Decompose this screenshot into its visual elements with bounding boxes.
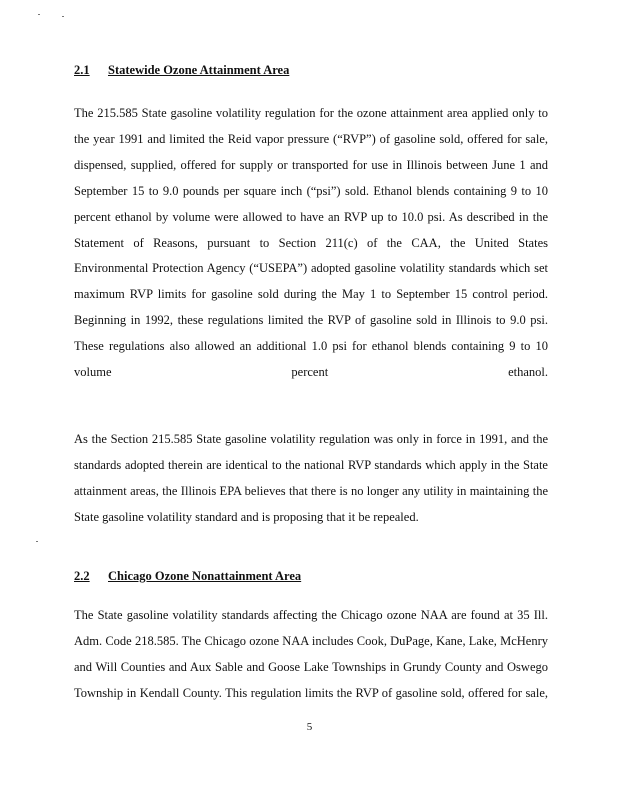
section-heading-2-2 <box>74 569 301 584</box>
scan-speck <box>38 14 40 15</box>
section-title: Chicago Ozone Nonattainment Area <box>108 569 302 583</box>
section-title: Statewide Ozone Attainment Area <box>108 63 290 77</box>
scan-speck <box>62 16 64 17</box>
section-number: 2.1 <box>74 63 90 77</box>
scan-speck <box>36 541 38 542</box>
paragraph-chicago-naa: The State gasoline volatility standards affecting the Chicago ozone NAA are found at 35 Ill. Adm. Code 218.585. The Chicago ozone NAA includes Cook, DuPage, Kane, Lake, McHenry and Will Counties and Aux Sable and Goose Lake Townships in Grundy County and Oswego Township in Kendall County. This regulation limits the RVP of gasoline sold, offered for sale, <box>74 608 548 700</box>
section-number: 2.2 <box>74 569 90 583</box>
page-number: 5 <box>306 721 313 733</box>
paragraph-ozone-attainment: The 215.585 State gasoline volatility regulation for the ozone attainment area applied only to the year 1991 and limited the Reid vapor pressure (“RVP”) of gasoline sold, offered for sale, dispensed, supplied, offered for supply or transported for use in Illinois between June 1 and September 15 to 9.0 pounds per square inch (“psi”) sold. Ethanol blends containing 9 to 10 percent ethanol by volume were allowed to have an RVP up to 10.0 psi. As described in the Statement of Reasons, pursuant to Section 211(c) of the CAA, the United States Environmental Protection Agency (“USEPA”) adopted gasoline volatility standards which set maximum RVP limits for gasoline sold during the May 1 to September 15 control period. Beginning in 1992, these regulations limited the RVP of gasoline sold in Illinois to 9.0 psi. These regulations also allowed an additional 1.0 psi for ethanol blends containing 9 to 10 volume percent ethanol. <box>74 106 548 380</box>
paragraph-repeal-proposal: As the Section 215.585 State gasoline volatility regulation was only in force in 1991, and the standards adopted therein are identical to the national RVP standards which apply in the State attainment areas, the Illinois EPA believes that there is no longer any utility in maintaining the State gasoline volatility standard and is proposing that it be repealed. <box>74 432 548 524</box>
section-heading-2-1 <box>74 63 289 78</box>
